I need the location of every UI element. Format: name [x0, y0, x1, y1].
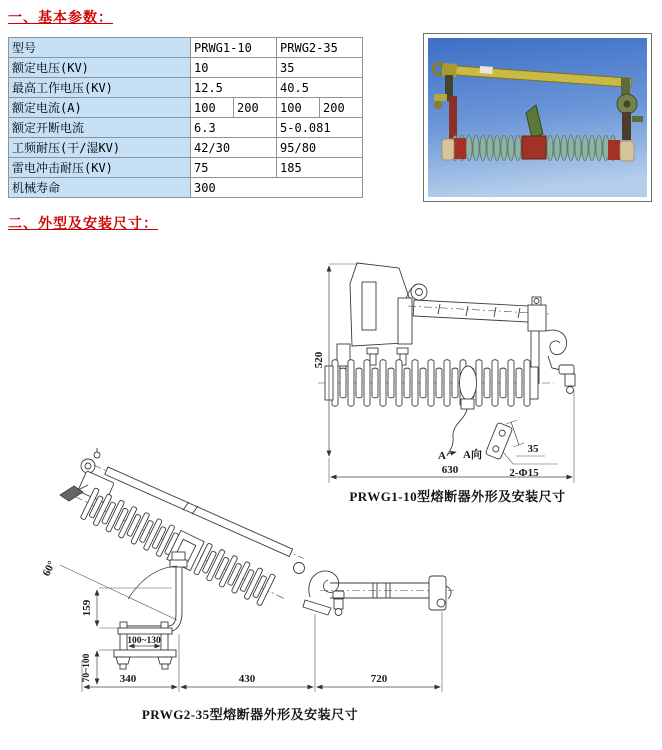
table-cell-value: 300 [191, 178, 363, 198]
table-row [9, 38, 363, 58]
d2-dim-720: 720 [370, 673, 388, 685]
product-photo-frame [423, 33, 652, 202]
basic-parameters-table [8, 37, 363, 198]
d2-dim-430: 430 [238, 673, 256, 685]
table-cell-value: 42/30 [191, 138, 277, 158]
table-cell-value: 40.5 [277, 78, 363, 98]
table-row [9, 118, 363, 138]
table-row [9, 158, 363, 178]
d1-dim-width: 630 [441, 464, 459, 476]
product-photo [428, 38, 647, 197]
d1-fuse-tube [398, 284, 550, 344]
table-row [9, 78, 363, 98]
table-cell-value: 12.5 [191, 78, 277, 98]
table-cell-label: 工频耐压(干/湿KV) [9, 138, 191, 158]
d2-dim-span: 100~130 [127, 636, 161, 646]
section1-heading: 一、基本参数： [8, 9, 113, 25]
d2-latch-assembly [294, 563, 345, 616]
d1-dim-35: 35 [527, 443, 539, 455]
d2-dim-70-100: 70~100 [82, 653, 92, 683]
table-cell-model1: PRWG1-10 [191, 38, 277, 58]
d2-dimension-span [127, 636, 161, 646]
table-cell-label: 机械寿命 [9, 178, 191, 198]
drawing2-caption: PRWG2-35型熔断器外形及安装尺寸 [141, 707, 359, 722]
d1-hole-plate [485, 422, 513, 460]
table-cell-value: 35 [277, 58, 363, 78]
section2-heading: 二、外型及安装尺寸： [8, 215, 158, 231]
d1-dim-height: 520 [313, 351, 325, 369]
d2-dim-159: 159 [81, 599, 93, 617]
d1-label-a-view: A向 [463, 449, 482, 461]
table-cell-value: 100 [191, 98, 234, 118]
d2-top-clamp [60, 448, 114, 503]
d2-dimension-70-100 [82, 650, 114, 684]
table-cell-value: 75 [191, 158, 277, 178]
d2-dim-angle: 60° [40, 559, 59, 579]
table-row [9, 178, 363, 198]
table-cell-value: 6.3 [191, 118, 277, 138]
table-cell-value: 200 [320, 98, 363, 118]
table-cell-value: 5-0.081 [277, 118, 363, 138]
d2-dimension-angle [41, 559, 177, 620]
table-row [9, 58, 363, 78]
d2-dim-340: 340 [119, 673, 137, 685]
table-cell-value: 95/80 [277, 138, 363, 158]
table-row [9, 138, 363, 158]
table-cell-label: 额定电压(KV) [9, 58, 191, 78]
table-cell-label: 最高工作电压(KV) [9, 78, 191, 98]
table-cell-model2: PRWG2-35 [277, 38, 363, 58]
table-cell-value: 10 [191, 58, 277, 78]
d1-label-a: A [438, 450, 446, 462]
d2-mounting-bracket [114, 552, 187, 669]
table-cell-value: 200 [234, 98, 277, 118]
table-cell-value: 100 [277, 98, 320, 118]
table-cell-label: 额定开断电流 [9, 118, 191, 138]
table-cell-label: 雷电冲击耐压(KV) [9, 158, 191, 178]
table-cell-label: 型号 [9, 38, 191, 58]
drawing1-caption: PRWG1-10型熔断器外形及安装尺寸 [349, 489, 566, 504]
table-cell-label: 额定电流(A) [9, 98, 191, 118]
table-row [9, 98, 363, 118]
drawing-prwg2-35 [30, 440, 470, 702]
table-cell-value: 185 [277, 158, 363, 178]
d1-label-holes: 2-Φ15 [509, 467, 539, 479]
